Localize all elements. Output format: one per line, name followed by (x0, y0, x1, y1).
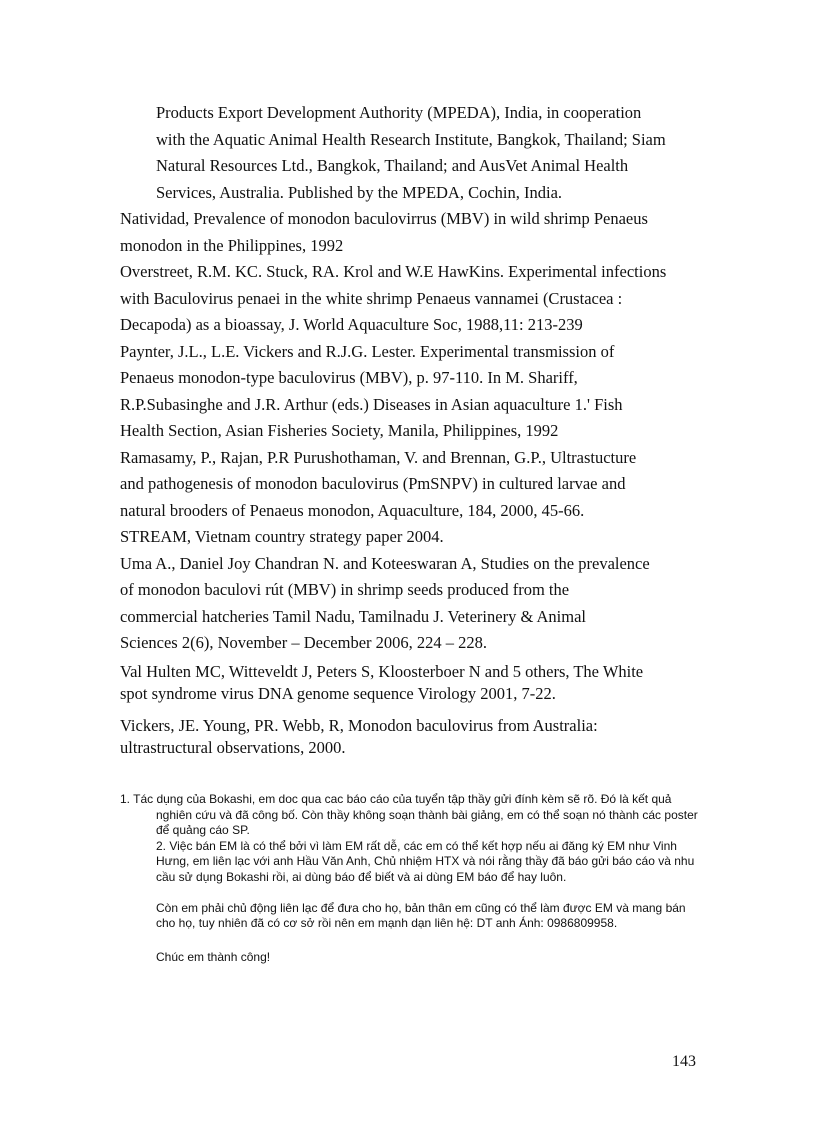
reference-line: ultrastructural observations, 2000. (120, 737, 346, 757)
reference-line: Ramasamy, P., Rajan, P.R Purushothaman, V. and Brennan, G.P., Ultrastucture (120, 447, 637, 467)
reference-item-stream (120, 524, 700, 551)
reference-line: Decapoda) as a bioassay, J. World Aquaculture Soc, 1988,11: 213-239 (120, 315, 583, 334)
reference-line: Paynter, J.L., L.E. Vickers and R.J.G. Lester. Experimental transmission of (120, 341, 615, 361)
reference-line: of monodon baculovi rút (MBV) in shrimp seeds produced from the (120, 580, 570, 599)
reference-item-ramasamy (120, 445, 700, 525)
reference-line: Natural Resources Ltd., Bangkok, Thailand; and AusVet Animal Health (156, 156, 629, 175)
reference-line: Sciences 2(6), November – December 2006, 224 – 228. (120, 633, 488, 652)
reference-line: and pathogenesis of monodon baculovirus (PmSNPV) in cultured larvae and (120, 474, 626, 493)
reference-line: commercial hatcheries Tamil Nadu, Tamilnadu J. Veterinery & Animal (120, 606, 586, 626)
footnote-paragraph: Còn em phải chủ động liên lạc để đưa cho họ, bản thân em cũng có thể làm được EM và mang bán cho họ, tuy nhiên đã có cơ sở rồi nên em mạnh dạn liên hệ: DT anh Ánh: 0986809958. (156, 900, 686, 930)
reference-line: Products Export Development Authority (MPEDA), India, in cooperation (156, 103, 642, 122)
reference-line: with the Aquatic Animal Health Research Institute, Bangkok, Thailand; Siam (156, 129, 666, 149)
reference-line: spot syndrome virus DNA genome sequence Virology 2001, 7-22. (120, 683, 556, 703)
reference-line: Uma A., Daniel Joy Chandran N. and Koteeswaran A, Studies on the prevalence (120, 553, 650, 573)
reference-line: R.P.Subasinghe and J.R. Arthur (eds.) Diseases in Asian aquaculture 1.' Fish (120, 394, 623, 414)
reference-line: STREAM, Vietnam country strategy paper 2004. (120, 527, 444, 546)
reference-item-val-hulten (120, 661, 700, 705)
reference-list (120, 100, 700, 759)
reference-item-overstreet (120, 259, 700, 339)
page-number: 143 (672, 1053, 696, 1070)
reference-item-natividad (120, 206, 700, 259)
reference-line: with Baculovirus penaei in the white shrimp Penaeus vannamei (Crustacea : (120, 288, 623, 308)
reference-item-uma (120, 551, 700, 657)
reference-line: Penaeus monodon-type baculovirus (MBV), p. 97-110. In M. Shariff, (120, 368, 578, 387)
reference-line: natural brooders of Penaeus monodon, Aquaculture, 184, 2000, 45-66. (120, 500, 585, 520)
reference-line: Val Hulten MC, Witteveldt J, Peters S, Kloosterboer N and 5 others, The White (120, 661, 644, 681)
footnote-item-2: 2. Việc bán EM là có thể bởi vì làm EM rất dễ, các em có thể kết hợp nếu ai đăng ký EM như Vinh Hưng, em liên lạc với anh Hầu Văn Anh, Chủ nhiệm HTX và nói rằng thầy đã báo gửi báo cáo và nhu cầu sử dụng Bokashi rồi, ai dùng báo để biết và ai dùng EM báo để hay luôn. (156, 838, 695, 884)
reference-item-vickers (120, 715, 700, 759)
reference-line: Overstreet, R.M. KC. Stuck, RA. Krol and W.E HawKins. Experimental infections (120, 262, 667, 281)
reference-continuation (156, 100, 700, 206)
reference-line: Services, Australia. Published by the MPEDA, Cochin, India. (156, 182, 563, 202)
reference-line: Natividad, Prevalence of monodon baculovirrus (MBV) in wild shrimp Penaeus (120, 209, 648, 228)
reference-item-paynter (120, 339, 700, 445)
reference-line: Health Section, Asian Fisheries Society, Manila, Philippines, 1992 (120, 421, 559, 440)
reference-line: monodon in the Philippines, 1992 (120, 235, 344, 255)
footnote-closing: Chúc em thành công! (156, 949, 271, 964)
footnote-item-1: 1. Tác dụng của Bokashi, em doc qua cac báo cáo của tuyển tập thầy gửi đính kèm sẽ rõ. Đó là kết quả nghiên cứu và đã công bố. Còn thầy không soạn thành bài giảng, em có thể soạn nó thành các poster để quảng cáo SP. (120, 792, 698, 837)
footnote-block (120, 792, 700, 965)
reference-line: Vickers, JE. Young, PR. Webb, R, Monodon baculovirus from Australia: (120, 715, 598, 735)
